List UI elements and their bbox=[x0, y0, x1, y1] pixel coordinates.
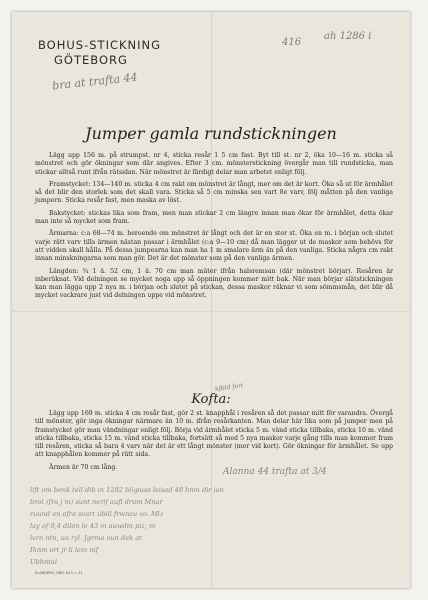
handwritten-line: lay of 9,4 dilon le 43 m auwdm piz, m bbox=[30, 522, 156, 530]
handwritten-line: lift om benk tell dib in 1282 bligiuss leisad 48 hnm dir ion bbox=[30, 486, 224, 494]
handwritten-line: ruund on ofra svart ubill frwnzu vo. Mlz bbox=[30, 510, 164, 518]
handwritten-arm-note: Alanna 44 trafta at 3/4 bbox=[223, 467, 327, 477]
handwritten-top-note: bra at trafta 44 bbox=[51, 70, 139, 93]
paragraph: Lägg upp 156 m. på strumpst. nr 4, sticka resår 1 5 cm fast. Byt till st. nr 2, öka 10—16 m. sticka så mönstret och gör ökningar som där angives. Efter 3 cm. mönsterstickning övergår man till rundsticka, man stickar alltså runt ifrån rätsidan. När mönstret är färdigt delar man arbetet enligt följ. bbox=[35, 152, 393, 176]
brand-header bbox=[38, 38, 161, 68]
handwritten-kofta-note: kfbld fort bbox=[214, 382, 244, 393]
handwritten-notes bbox=[30, 484, 395, 568]
instructions-jumper bbox=[35, 152, 393, 305]
paragraph: Längden: ¾ 1 ä. 52 cm, 1 ä. 70 cm man mäter ifrån halsremsan (där mönstret börjar). Resåren är inberäknat. Vid delningen se mycket noga upp så öppningen kommer mitt bak. När man börjar slätstickningen kan man lägga upp 2 nya m. i början och slutet på stickan, dessa maskor räknar vi som sömmsmån, det blir då mycket vackrare just vid delningen uppe vid mönstret. bbox=[35, 267, 393, 300]
section-title-kofta: Kofta: bbox=[191, 392, 231, 407]
handwritten-line: lvrn ntn, uo ryl. Jgrma oun dek at bbox=[30, 534, 142, 542]
document-title: Jumper gamla rundstickningen bbox=[85, 124, 337, 143]
brand-city: GÖTEBORG bbox=[54, 53, 128, 67]
brand-name: BOHUS-STICKNING bbox=[38, 38, 162, 52]
handwritten-number: 416 bbox=[282, 37, 302, 48]
handwritten-line: Ihnm ort jr li lem nif bbox=[30, 546, 99, 554]
handwritten-reference: ah 1286 i bbox=[324, 31, 372, 42]
paragraph: Lägg upp 169 m. sticka 4 cm resår fast, gör 2 st. knapphål i resåren så det passar mitt för varandra. Övergå till mönster, gör inga ökningar närmare än 10 m. ifrån resårkanten. Man delar här lika som på jumper men på framstycket gör man vändningar enligt följ. Börja vid ärmhålet sticka 5 m. vänd sticka tillbaka, sticka 10 m. vänd sticka tillbaka, sticka 15 m. vänd sticka tillbaka, fortsätt så med 5 nya maskor varje gång tills man kommer fram till resåren, sticka så bara 4 varv när det är ett långt mönster (mer vid kort). Gör ökningar för ärmhålet. Se upp att knapphålen kommer på rätt sida. bbox=[35, 410, 393, 459]
document-sheet bbox=[12, 12, 410, 588]
instructions-kofta bbox=[35, 410, 393, 476]
horizontal-fold bbox=[12, 311, 410, 313]
paragraph: Ärmarna: c:a 68—74 m. beroende om mönstret är långt och det är en stor st. Öka en m. i början och slutet varje rätt varv tills ärmen nästan passar i ärmhålet (c:a 9—10 cm) då man lägger ut de maskor som behövs för att vidden skall hålla. På dessa jumpearna kan man ha 1 m smalare ärm än på den vanliga. Sticka några cm rakt innan minskningarna som man gör. Det är det mönster som på den vanliga ärmen. bbox=[35, 230, 393, 263]
printer-imprint: ELANDERS, GBG. 813. I. 51 bbox=[35, 571, 83, 575]
handwritten-line: brot (fra j m) sunt nerif aufl drum Mnar bbox=[30, 498, 163, 506]
paragraph: Bakstycket: stickas lika som fram, men man stickar 2 cm längre innan man ökar för ärmhålet, detta ökar man inte så mycket som fram. bbox=[35, 209, 393, 226]
handwritten-line: Ubhntal bbox=[30, 558, 57, 566]
paragraph: Framstycket: 134—140 m. sticka 4 cm rakt om mönstret är långt, mer om det är kort. Öka så ut för ärmhålet så det blir den storlek som det skall vara. Sticka så 5 cm minska sen vart 8e varv, följ måtten på den vanliga jumpern. Sticka resår fast, men maska av löst. bbox=[35, 180, 393, 205]
paragraph: Ärmen är 70 cm lång. bbox=[49, 463, 118, 471]
